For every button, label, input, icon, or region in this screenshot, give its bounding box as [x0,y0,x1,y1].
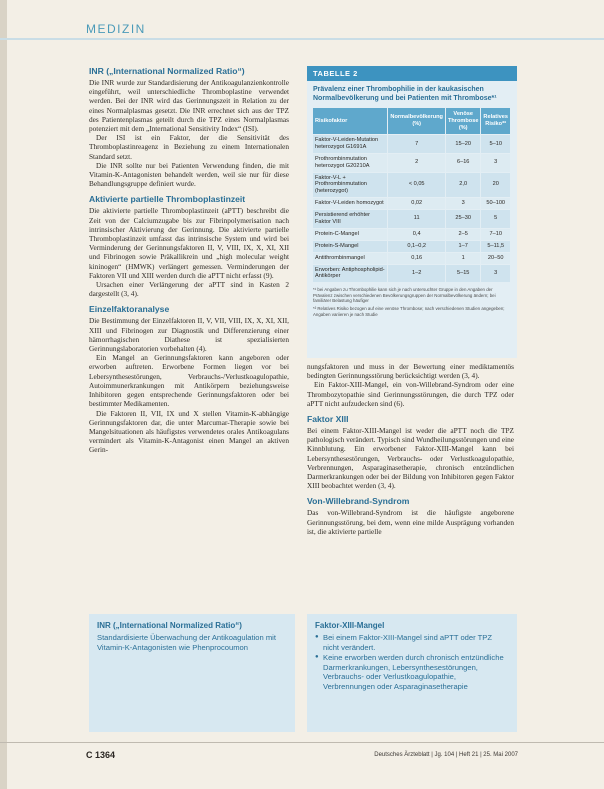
table-cell: Antithrombinmangel [313,252,388,264]
col-header: Normalbevölkerung (%) [388,108,446,135]
table-cell: 0,1–0,2 [388,240,446,252]
table-cell: 6–16 [445,153,480,172]
summary-text: Standardisierte Überwachung der Antikoagulation mit Vitamin-K-Antagonisten wie Phenprocoumon [97,633,276,652]
table-tag: TABELLE 2 [307,66,517,81]
left-text-column [89,66,289,455]
col-header: Venöse Thrombose (%) [445,108,480,135]
table-cell: 1–7 [445,240,480,252]
paragraph: Der ISI ist ein Faktor, der die Sensitivität des Thromboplastinreagenz in Beziehung zu einem Internationalen Standard setzt. [89,133,289,161]
page-footer [86,750,518,762]
table-cell: 3 [445,197,480,209]
paragraph: Die INR wurde zur Standardisierung der Antikoagulanzienkontrolle eingeführt, weil unterschiedliche Thromboplastine verwendet werden. Bei der INR wird das Gerinnungszeit in Relation zu der eines Normalplasmas gesetzt. Die INR errechnet sich aus der TPZ des Patientenplasmas geteilt durch die TPZ eines Normalplasmas potenziert mit dem „International Sensitivity Index“ (ISI). [89,78,289,134]
table-cell: 5 [481,209,511,228]
table-cell: 2–5 [445,228,480,240]
table-cell: 0,16 [388,252,446,264]
section-heading-einzelfaktor: Einzelfaktoranalyse [89,304,170,315]
paragraph: Die INR sollte nur bei Patienten Verwendung finden, die mit Vitamin-K-Antagonisten behandelt werden, weil sie nur für diese Behandlungsgruppe definiert wurde. [89,160,289,189]
table-cell: 0,02 [388,197,446,209]
table-footnote: *² Relatives Risiko bezogen auf eine venöse Thrombose; nach verschiedenen Studien angegeben; Angaben variieren je nach Studie [313,305,505,317]
table-row [313,197,511,209]
table-cell: 20 [481,172,511,197]
paragraph: Ein Mangel an Gerinnungsfaktoren kann angeboren oder erworben auftreten. Erworbene Formen liegen vor bei Lebersynthesestörungen, Verbrauchs-/Verlustkoagulopathie, Autoimmunerkrankungen mit Antikörpern beziehungsweise Inhibitoren gegen entsprechende Gerinnungsfaktoren oder bei bestimmter Medikamenten. [89,353,289,409]
table-row [313,228,511,240]
table-footnote: *¹ bei Angaben zu Thrombophilie kann sich je nach untersuchter Gruppe in den Angaben der Prävalenz zwischen verschiedenen Bevölkerungsgruppen der Normalbevölkerung ändern; bei familiärer Belastung häufiger [313,287,496,304]
table-cell: 0,4 [388,228,446,240]
summary-list-item: ● Keine erworben werden durch chronisch entzündliche Darmerkrankungen, Lebersynthesestörungen, Verbrauchs- oder Verlustkoagulopathie, Verbrennungen oder Asparaginasetherapie [315,653,509,691]
table-cell: 2 [388,153,446,172]
table-cell: Persistierend erhöhter Faktor VIII [313,209,388,228]
table-cell: 2,0 [445,172,480,197]
table-row [313,153,511,172]
table-cell: 15–20 [445,135,480,154]
paragraph: Die aktivierte partielle Thromboplastinzeit (aPTT) beschreibt die Zeit von der Calciumzugabe bis zur Fibrinpolymerisation nach intrinsischer Aktivierung der Gerinnung. Die aktivierte partielle Thromboplastinzeit umfasst das intrinsische System und wird bei Verminderung der Gerinnungsfaktoren II, V, VIII, IX, X, XI, XII und Fibrinogen sowie Präkallikrein und „high molecular weight kininogen“ (HMWK) verlängert gemessen. Verminderungen der Faktoren VII und XIII werden durch die aPTT nicht erfasst (9). [89,206,289,280]
paragraph: Das von-Willebrand-Syndrom ist die häufigste angeborene Gerinnungsstörung, bei dem, wenn eine milde Ausprägung vorhanden ist, die aktivierte partielle [307,508,514,536]
table-cell: Protein-C-Mangel [313,228,388,240]
header-rule [0,38,604,40]
summary-box-inr [89,614,295,732]
table-cell: Faktor-V-Leiden-Mutation heterozygot G1691A [313,135,388,154]
table-cell: 20–50 [481,252,511,264]
table-header-row [313,108,511,135]
section-heading-faktor-xiii: Faktor XIII [307,414,349,425]
table-cell: 3 [481,264,511,282]
table-cell: Protein-S-Mangel [313,240,388,252]
summary-list [315,633,509,692]
table-row [313,172,511,197]
paragraph: Bei einem Faktor-XIII-Mangel ist weder die aPTT noch die TPZ pathologisch verändert. Typisch sind Wundheilungsstörungen und eine Kinnblutung. Ein erworbener Faktor-XIII-Mangel kann bei Lebersynthesestörungen, Verbrauchs- oder Verlustkoagulopathie, Verbrennungen, Asparaginasetherapie, chronisch entzündlichen Darmerkrankungen oder bei der Bildung von Inhibitoren gegen Faktor XIII beobachtet werden (3, 4). [307,426,514,491]
page-number: C 1364 [86,750,116,760]
table-cell: 7 [388,135,446,154]
table-cell: 1 [445,252,480,264]
table-cell: 5–11,5 [481,240,511,252]
table-cell: Faktor-V-Leiden homozygot [313,197,388,209]
section-heading-von-willebrand: Von-Willebrand-Syndrom [307,496,410,507]
table-cell: Faktor-V-L + Prothrombinmutation (heterozygot) [313,172,388,197]
paragraph: Ursachen einer Verlängerung der aPTT sind in Kasten 2 dargestellt (3, 4). [89,280,289,299]
table-cell: 7–10 [481,228,511,240]
section-heading-aptt: Aktivierte partielle Thromboplastinzeit [89,194,246,205]
table-cell: 1–2 [388,264,446,282]
summary-heading: Faktor-XIII-Mangel [315,621,385,630]
paragraph: nungsfaktoren und muss in der Bewertung einer mediktamentös bedingten Gerinnungsstörung berücksichtigt werden (3, 4). [307,362,514,381]
table-cell: 5–10 [481,135,511,154]
table-title: Prävalenz einer Thrombophilie in der kaukasischen Normalbevölkerung und bei Patienten mit Thrombose*¹ [313,86,497,102]
col-header: Risikofaktor [313,108,388,135]
table-2-box [307,66,517,358]
paragraph: Die Bestimmung der Einzelfaktoren II, V, VII, VIII, IX, X, XI, XII, XIII und Fibrinogen zur Diagnostik und Differenzierung einer hämorrhagischen Diathese ist spezialisierten Gerinnungslaboratorien vorbehalten (4). [89,316,289,354]
summary-heading: INR („International Normalized Ratio“) [97,621,242,630]
thrombophilia-table [313,108,511,282]
table-cell: 50–100 [481,197,511,209]
paragraph: Die Faktoren II, VII, IX und X stellen Vitamin-K-abhängige Gerinnungsfaktoren dar, die unter Marcumar-Therapie sowie bei Mangelsituationen als häufigstes verwendetes orales Antikoagulans vermindert als Vitamin-K-Antagonist einen Mangel an aktiven Gerin- [89,408,289,455]
table-row [313,252,511,264]
table-cell: 3 [481,153,511,172]
table-cell: 11 [388,209,446,228]
right-text-column [307,362,514,536]
table-row [313,209,511,228]
table-cell: 5–15 [445,264,480,282]
table-row [313,135,511,154]
page-edge-shadow [0,0,7,789]
journal-citation: Deutsches Ärzteblatt | Jg. 104 | Heft 21 | 25. Mai 2007 [374,752,518,758]
section-label: MEDIZIN [86,22,146,36]
table-cell: Erworben: Antiphospholipid-Antikörper [313,264,388,282]
table-cell: < 0,05 [388,172,446,197]
table-row [313,240,511,252]
section-heading-inr: INR („International Normalized Ratio“) [89,66,245,76]
table-cell: Prothrombinmutation heterozygot G20210A [313,153,388,172]
summary-list-item: ● Bei einem Faktor-XIII-Mangel sind aPTT oder TPZ nicht verändert. [315,633,509,652]
summary-box-faktor-xiii [307,614,517,732]
footer-rule [0,742,604,743]
paragraph: Ein Faktor-XIII-Mangel, ein von-Willebrand-Syndrom oder eine Thrombozytopathie sind Gerinnungsstörungen, die durch TPZ oder aPTT nicht aufzudecken sind (6). [307,380,514,408]
table-cell: 25–30 [445,209,480,228]
col-header: Relatives Risiko*² [481,108,511,135]
table-footnotes [313,287,511,317]
table-row [313,264,511,282]
